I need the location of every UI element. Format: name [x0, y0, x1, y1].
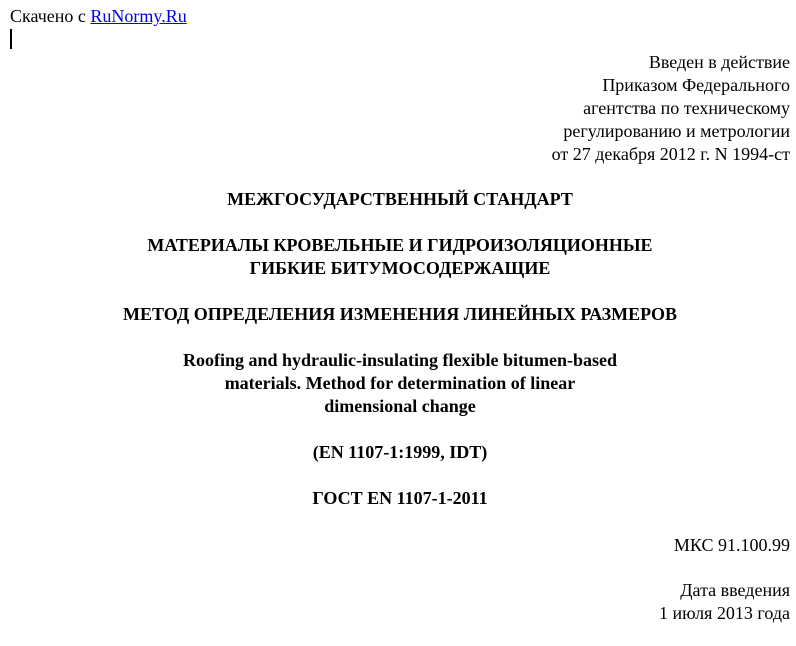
- english-title: [0, 349, 796, 418]
- enactment-line: Введен в действие: [648, 52, 790, 72]
- english-title-line: Roofing and hydraulic-insulating flexible bitumen-based: [182, 350, 618, 370]
- method-heading-text: МЕТОД ОПРЕДЕЛЕНИЯ ИЗМЕНЕНИЯ ЛИНЕЙНЫХ РАЗМЕРОВ: [122, 304, 678, 324]
- russian-title-line: МАТЕРИАЛЫ КРОВЕЛЬНЫЕ И ГИДРОИЗОЛЯЦИОННЫЕ: [147, 235, 653, 255]
- enactment-line: агентства по техническому: [583, 98, 790, 118]
- equivalence-note: [0, 441, 796, 464]
- download-source-line: [10, 5, 187, 27]
- enactment-line: Приказом Федерального: [602, 75, 790, 95]
- runormy-link[interactable]: RuNormy.Ru: [90, 6, 187, 26]
- mks-text: МКС 91.100.99: [673, 535, 790, 555]
- russian-title-line: ГИБКИЕ БИТУМОСОДЕРЖАЩИЕ: [249, 258, 551, 278]
- standard-type-heading: [0, 188, 796, 211]
- method-heading: [0, 303, 796, 326]
- download-source-prefix: Скачено с: [10, 6, 86, 26]
- english-title-line: materials. Method for determination of linear: [224, 373, 576, 393]
- russian-title: [0, 234, 796, 280]
- equivalence-text: (EN 1107-1:1999, IDT): [312, 442, 488, 462]
- standard-type-text: МЕЖГОСУДАРСТВЕННЫЙ СТАНДАРТ: [227, 189, 573, 209]
- effective-date-value: 1 июля 2013 года: [659, 603, 790, 623]
- effective-date: [659, 579, 790, 625]
- enactment-note: [552, 51, 790, 166]
- mks-code: [674, 534, 790, 557]
- enactment-line: от 27 декабря 2012 г. N 1994-ст: [551, 144, 790, 164]
- effective-date-label: Дата введения: [680, 580, 790, 600]
- text-cursor: [10, 29, 12, 49]
- english-title-line: dimensional change: [324, 396, 476, 416]
- enactment-line: регулированию и метрологии: [563, 121, 790, 141]
- standard-designation: [0, 487, 796, 510]
- designation-text: ГОСТ EN 1107-1-2011: [312, 488, 488, 508]
